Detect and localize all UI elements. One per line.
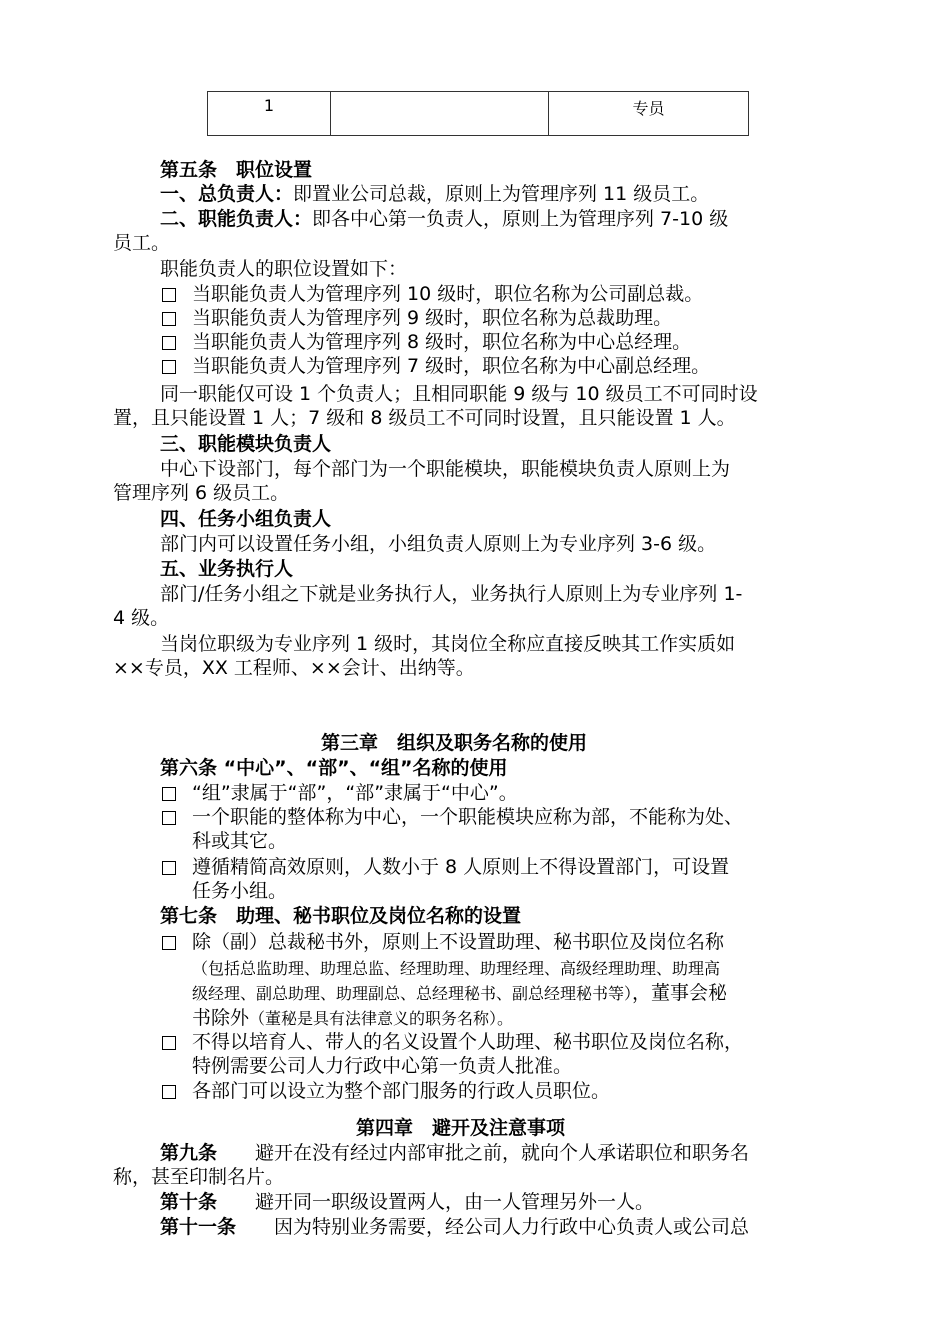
- checkbox-icon: [162, 787, 176, 801]
- art5-rule-line1: 同一职能仅可设 1 个负责人；且相同职能 9 级与 10 级员工不可同时设: [160, 383, 758, 405]
- art5-item: 当职能负责人为管理序列 10 级时，职位名称为公司副总裁。: [192, 283, 704, 305]
- checkbox-icon: [162, 336, 176, 350]
- article-6-title: 第六条 “中心”、“部”、“组”名称的使用: [160, 757, 508, 779]
- art5-item: 当职能负责人为管理序列 8 级时，职位名称为中心总经理。: [192, 331, 692, 353]
- art5-s5-title: 五、业务执行人: [160, 558, 294, 580]
- checkbox-icon: [162, 288, 176, 302]
- art7-item-note: （董秘是具有法律意义的职务名称）。: [249, 1009, 514, 1028]
- art6-item: 遵循精简高效原则，人数小于 8 人原则上不得设置部门，可设置: [192, 856, 730, 878]
- art5-s4-line1: 部门内可以设置任务小组，小组负责人原则上为专业序列 3-6 级。: [160, 533, 717, 555]
- table-row: [208, 92, 749, 136]
- table-cell: [331, 92, 549, 136]
- chapter-3-title: 第三章 组织及职务名称的使用: [321, 732, 588, 754]
- table-cell: 1: [208, 92, 331, 136]
- art5-s3-title: 三、职能模块负责人: [160, 433, 332, 455]
- art5-s5-line3: 当岗位职级为专业序列 1 级时，其岗位全称应直接反映其工作实质如: [160, 633, 736, 655]
- article-9-cont: 称，甚至印制名片。: [113, 1166, 285, 1188]
- checkbox-icon: [162, 936, 176, 950]
- art5-p2-label: 二、职能负责人：: [160, 208, 313, 230]
- art5-p1-label: 一、总负责人：: [160, 183, 294, 205]
- art7-item: 各部门可以设立为整个部门服务的行政人员职位。: [192, 1080, 611, 1102]
- checkbox-icon: [162, 1036, 176, 1050]
- checkbox-icon: [162, 312, 176, 326]
- art6-item-cont: 科或其它。: [192, 830, 288, 852]
- art5-s3-line2: 管理序列 6 级员工。: [113, 482, 290, 504]
- art5-p2-cont: 员工。: [113, 232, 171, 254]
- art7-item-cont: 特例需要公司人力行政中心第一负责人批准。: [192, 1055, 573, 1077]
- art5-s5-line4: ××专员，XX 工程师、××会计、出纳等。: [113, 657, 475, 679]
- checkbox-icon: [162, 811, 176, 825]
- art6-item: 一个职能的整体称为中心，一个职能模块应称为部，不能称为处、: [192, 806, 744, 828]
- article-7-title: 第七条 助理、秘书职位及岗位名称的设置: [160, 905, 522, 927]
- article-5-title: 第五条 职位设置: [160, 159, 313, 181]
- art5-rule-line2: 置，且只能设置 1 人；7 级和 8 级员工不可同时设置，且只能设置 1 人。: [113, 407, 736, 429]
- art7-item: 不得以培育人、带人的名义设置个人助理、秘书职位及岗位名称，: [192, 1031, 744, 1053]
- article-9-label: 第九条: [160, 1142, 218, 1164]
- art5-s5-line2: 4 级。: [113, 607, 170, 629]
- art5-item: 当职能负责人为管理序列 9 级时，职位名称为总裁助理。: [192, 307, 673, 329]
- art5-intro: 职能负责人的职位设置如下：: [160, 258, 408, 280]
- art5-p2-text: 即各中心第一负责人，原则上为管理序列 7-10 级: [312, 208, 729, 230]
- article-10-text: 避开同一职级设置两人，由一人管理另外一人。: [255, 1191, 655, 1213]
- art6-item-cont: 任务小组。: [192, 880, 288, 902]
- art7-item-cont: [192, 1006, 513, 1031]
- art7-item: 除（副）总裁秘书外，原则上不设置助理、秘书职位及岗位名称: [192, 931, 725, 953]
- art5-s5-line1: 部门/任务小组之下就是业务执行人，业务执行人原则上为专业序列 1-: [160, 583, 743, 605]
- art7-item-text: ，董事会秘: [632, 982, 728, 1004]
- art5-s4-title: 四、任务小组负责人: [160, 508, 332, 530]
- checkbox-icon: [162, 1085, 176, 1099]
- article-11-text: 因为特别业务需要，经公司人力行政中心负责人或公司总: [274, 1216, 750, 1238]
- art5-s3-line1: 中心下设部门，每个部门为一个职能模块，职能模块负责人原则上为: [160, 458, 731, 480]
- checkbox-icon: [162, 861, 176, 875]
- chapter-4-title: 第四章 避开及注意事项: [356, 1117, 566, 1139]
- art5-p1: [160, 182, 709, 206]
- art7-item-text: 书除外: [192, 1007, 250, 1029]
- art5-p2: [160, 207, 728, 231]
- checkbox-icon: [162, 360, 176, 374]
- art5-item: 当职能负责人为管理序列 7 级时，职位名称为中心副总经理。: [192, 355, 711, 377]
- article-10-label: 第十条: [160, 1191, 218, 1213]
- article-11-label: 第十一条: [160, 1216, 237, 1238]
- level-table: [207, 91, 749, 136]
- art6-item: “组”隶属于“部”，“部”隶属于“中心”。: [192, 782, 518, 804]
- art5-p1-text: 即置业公司总裁，原则上为管理序列 11 级员工。: [293, 183, 710, 205]
- art7-item-note: 级经理、副总助理、助理副总、总经理秘书、副总经理秘书等）: [192, 984, 633, 1003]
- article-9-text: 避开在没有经过内部审批之前，就向个人承诺职位和职务名: [255, 1142, 750, 1164]
- table-cell: 专员: [549, 92, 749, 136]
- art7-item-cont: [192, 981, 727, 1006]
- art7-item-cont: （包括总监助理、助理总监、经理助理、助理经理、高级经理助理、助理高: [192, 959, 721, 978]
